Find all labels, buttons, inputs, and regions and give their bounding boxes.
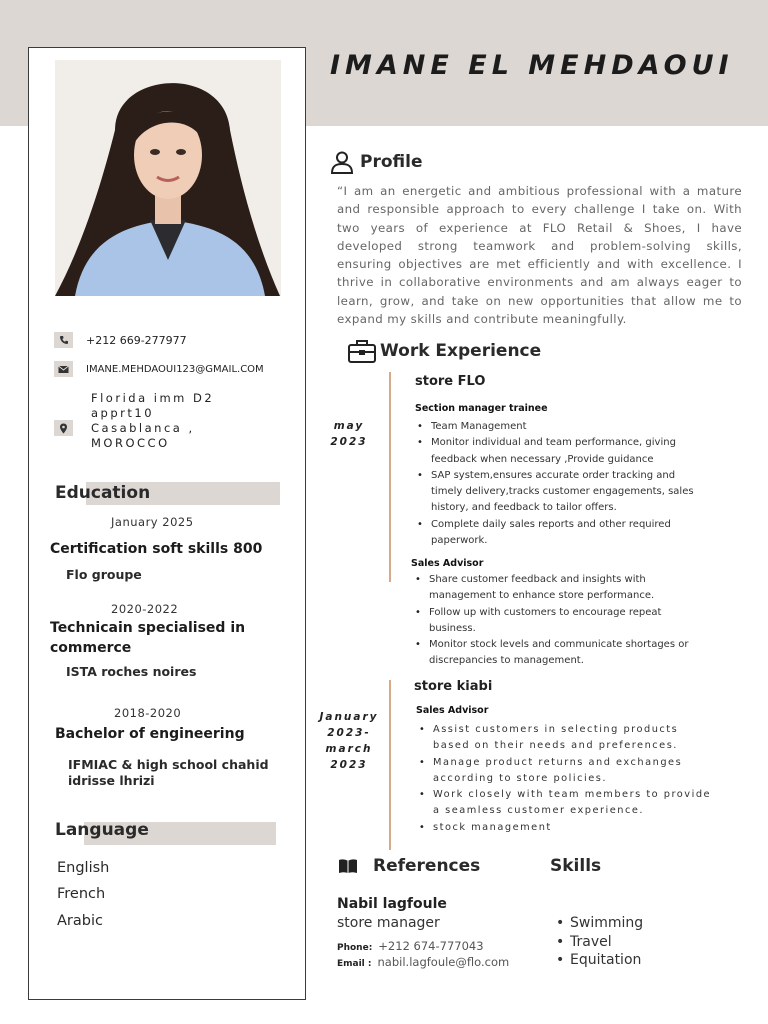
education-institution: ISTA roches noires <box>66 664 197 679</box>
profile-title: Profile <box>360 152 423 172</box>
education-title: Education <box>55 483 151 503</box>
job-role: Section manager trainee <box>415 403 548 414</box>
timeline-line <box>389 372 391 582</box>
education-date: 2020-2022 <box>111 602 179 616</box>
envelope-icon <box>54 361 73 377</box>
job-duties <box>417 419 707 549</box>
duty-item: • Follow up with customers to encourage repeat business. <box>415 605 705 638</box>
education-institution: IFMIAC & high school chahid idrisse lhrizi <box>68 757 269 788</box>
job-duties <box>419 722 719 836</box>
duty-item: • Manage product returns and exchanges according to store policies. <box>419 755 719 788</box>
duty-item: • Monitor stock levels and communicate shortages or discrepancies to management. <box>415 637 705 670</box>
address-line: Florida imm D2 <box>91 391 215 405</box>
briefcase-icon <box>347 338 377 364</box>
contact-address-icon-row <box>54 420 86 436</box>
period-line: may <box>333 420 365 432</box>
reference-phone-label: Phone: <box>337 943 373 953</box>
skills-heading <box>550 856 601 876</box>
address-line: apprt10 <box>91 406 155 420</box>
period-line: January <box>319 711 379 723</box>
duty-item: • SAP system,ensures accurate order tracking and timely delivery,tracks customer engagements, sales history, and feedback to tailor offers. <box>417 468 707 517</box>
job-period <box>318 418 380 450</box>
education-institution: Flo groupe <box>66 567 142 582</box>
period-line: 2023 <box>330 436 368 448</box>
job-employer: store kiabi <box>414 679 493 694</box>
education-degree: Technicain specialised in commerce <box>50 620 246 656</box>
reference-phone <box>337 939 484 953</box>
work-heading <box>347 338 541 364</box>
profile-heading <box>330 150 422 174</box>
contact-phone <box>54 332 187 348</box>
reference-role: store manager <box>337 915 440 931</box>
work-title: Work Experience <box>380 341 542 361</box>
references-title: References <box>373 856 481 876</box>
reference-phone-value: +212 674-777043 <box>378 939 484 953</box>
job-employer: store FLO <box>415 374 486 389</box>
address <box>91 391 231 451</box>
duty-item: • Work closely with team members to provide a seamless customer experience. <box>419 787 719 820</box>
education-date: 2018-2020 <box>114 706 182 720</box>
duty-item: • Assist customers in selecting products based on their needs and preferences. <box>419 722 719 755</box>
education-degree: Bachelor of engineering <box>55 726 245 742</box>
language-title: Language <box>55 820 149 840</box>
location-pin-icon <box>54 420 73 436</box>
duty-item: • Complete daily sales reports and other required paperwork. <box>417 517 707 550</box>
job-role: Sales Advisor <box>416 705 489 716</box>
skill-item: • Travel <box>556 933 643 952</box>
contact-email <box>54 361 264 377</box>
timeline-line <box>389 680 391 850</box>
period-line: 2023 <box>330 759 368 771</box>
period-line: march <box>325 743 373 755</box>
period-line: 2023- <box>327 727 371 739</box>
skill-item: • Swimming <box>556 914 643 933</box>
phone-icon <box>54 332 73 348</box>
duty-item: • Team Management <box>417 419 707 435</box>
skills-list <box>556 914 643 970</box>
language-item: Arabic <box>57 913 103 929</box>
language-item: English <box>57 860 110 876</box>
reference-name: Nabil lagfoule <box>337 896 447 912</box>
job-duties <box>415 572 705 670</box>
book-icon <box>338 858 358 874</box>
reference-email-value: nabil.lagfoule@flo.com <box>377 955 510 969</box>
reference-email-label: Email : <box>337 959 372 969</box>
language-item: French <box>57 886 106 902</box>
address-line: Casablanca , <box>91 421 195 435</box>
skills-title: Skills <box>550 856 602 876</box>
reference-email <box>337 955 509 969</box>
phone-number: +212 669-277977 <box>86 333 187 347</box>
email-address: IMANE.MEHDAOUI123@GMAIL.COM <box>86 363 264 375</box>
profile-summary: “I am an energetic and ambitious professional with a mature and responsible approach to every challenge I take on. With two years of experience at FLO Retail & Shoes, I have developed strong teamwork and problem-solving skills, ensuring objectives are met efficiently and with excellence. I thrive in collaborative environments and am always eager to learn, grow, and take on new opportunities that allow me to expand my skills and contribute meaningfully. <box>337 184 742 327</box>
skill-item: • Equitation <box>556 951 643 970</box>
duty-item: • stock management <box>419 820 719 836</box>
duty-item: • Monitor individual and team performance, giving feedback when necessary ,Provide guidance <box>417 435 707 468</box>
address-line: MOROCCO <box>91 436 170 450</box>
job-period <box>316 709 382 773</box>
references-heading <box>338 856 480 876</box>
candidate-name: IMANE EL MEHDAOUI <box>330 50 734 81</box>
duty-item: • Share customer feedback and insights with management to enhance store performance. <box>415 572 705 605</box>
education-degree: Certification soft skills 800 <box>50 541 263 557</box>
person-icon <box>330 150 354 174</box>
profile-photo <box>55 60 281 296</box>
job-role: Sales Advisor <box>411 558 484 569</box>
education-date: January 2025 <box>111 515 194 529</box>
